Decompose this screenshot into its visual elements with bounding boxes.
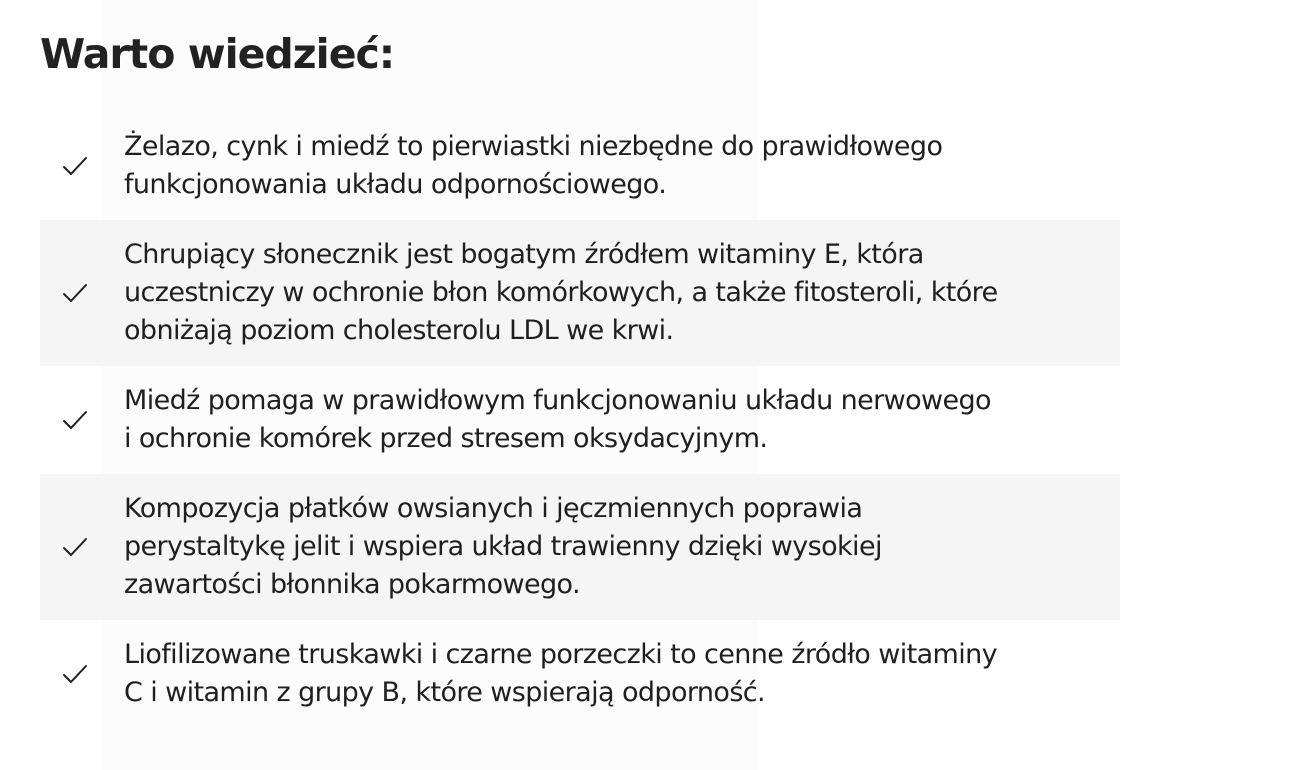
list-item <box>40 366 1120 474</box>
section-heading: Warto wiedzieć: <box>40 30 395 78</box>
check-icon <box>62 537 88 557</box>
list-item <box>40 112 1120 220</box>
check-icon <box>62 410 88 430</box>
check-icon <box>62 283 88 303</box>
check-icon <box>62 156 88 176</box>
list-item <box>40 620 1120 728</box>
list-item <box>40 474 1120 620</box>
check-icon <box>62 664 88 684</box>
list-item-text: Liofilizowane truskawki i czarne porzeczki to cenne źródło witaminy C i witamin z grupy B, które wspierają odporność. <box>124 639 998 708</box>
list-item-text: Chrupiący słonecznik jest bogatym źródłem witaminy E, która uczestniczy w ochronie błon komórkowych, a także fitosteroli, które obniżają poziom cholesterolu LDL we krwi. <box>124 239 998 346</box>
list-item <box>40 220 1120 366</box>
list-item-text: Miedź pomaga w prawidłowym funkcjonowaniu układu nerwowego i ochronie komórek przed stresem oksydacyjnym. <box>124 385 991 454</box>
facts-list <box>40 112 1120 728</box>
list-item-text: Żelazo, cynk i miedź to pierwiastki niezbędne do prawidłowego funkcjonowania układu odpornościowego. <box>124 131 943 200</box>
list-item-text: Kompozycja płatków owsianych i jęczmiennych poprawia perystaltykę jelit i wspiera układ trawienny dzięki wysokiej zawartości błonnika pokarmowego. <box>124 493 882 600</box>
